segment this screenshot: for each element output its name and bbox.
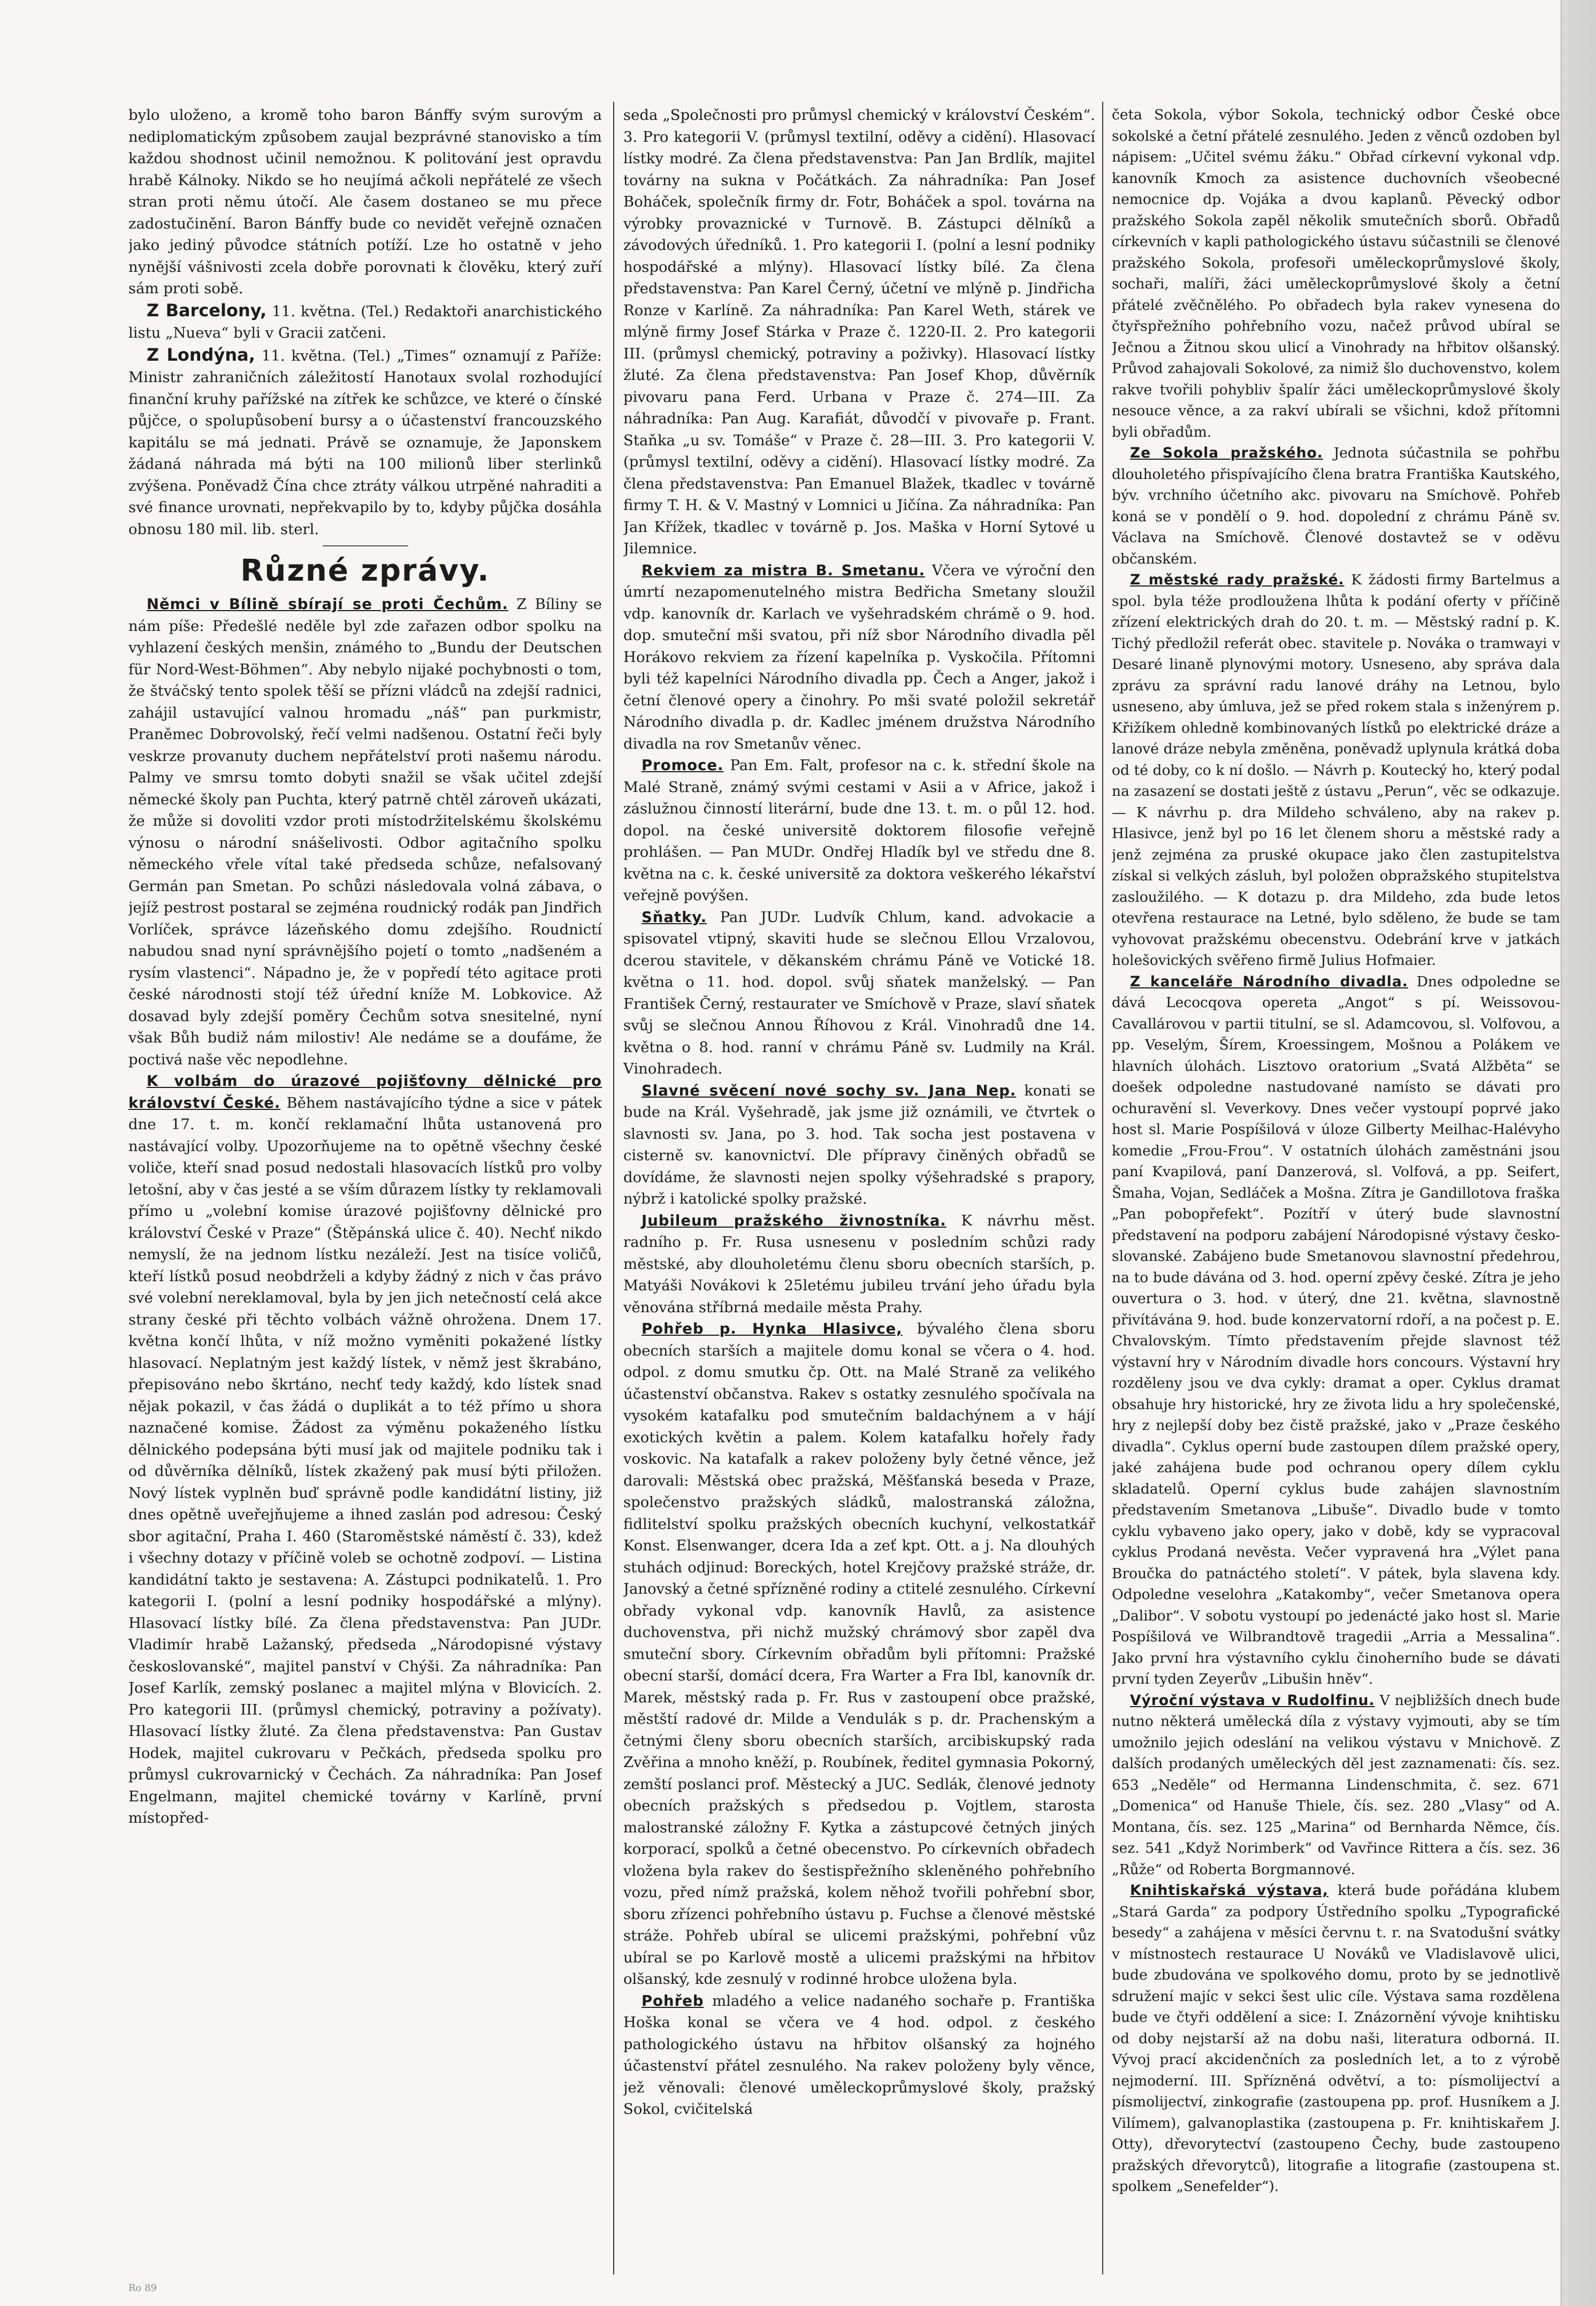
column-2	[623, 104, 1095, 2274]
section-title: Různé zprávy.	[240, 553, 490, 588]
article-continuation: bylo uloženo, a kromě toho baron Bánffy svým surovým a nediplomatickým způsobem zaujal bezprávné stanovisko a tím každou shodnost učinil nemožnou. K politování jest opravdu hrabě Kálnoky. Nikdo se ho neujímá ačkoli nepřátelé ze všech stran proti němu útočí. Ale časem dostaneo se mu přece zadostučinění. Baron Bánffy bude co nevidět veřejně označen jako jediný původce státních potíží. Lze ho ostatně v jeho nynější vášnivosti zcela dobře porovnati k člověku, který zuří sám proti sobě.	[128, 106, 602, 297]
headline-kancelar: Z kanceláře Národního divadla.	[1130, 973, 1408, 990]
column-divider	[1102, 102, 1103, 2274]
article-kancelar	[1112, 971, 1560, 1690]
article-socha	[623, 1080, 1095, 1210]
headline-vystava: Výroční výstava v Rudolfinu.	[1130, 1692, 1375, 1709]
news-barcelona-text: 11. května. (Tel.) Redaktoři anarchistického listu „Nueva“ byli v Gracii zatčeni.	[128, 302, 602, 341]
text-socha: konati se bude na Král. Vyšehradě, jak jsme již oznámili, ve čtvrtek o slavnosti sv. Jana, po 3. hod. Tak socha jest postavena v cisterně sv. kanovnictví. Dle přípravy činěných obřadů se dovídáme, že slavnosti nejen spolky výšehradské s prapory, nýbrž i katolické spolky pražské.	[623, 1082, 1095, 1207]
column-1	[128, 104, 602, 2274]
headline-promoce: Promoce.	[642, 757, 724, 774]
news-london	[128, 344, 602, 541]
article-snatky	[623, 907, 1095, 1080]
text-pohreb-hoska: mladého a velice nadaného sochaře p. Františka Hoška konal se včera ve 4 hod. odpol. z českého pathologického ústavu na hřbitov olšanský za hojného účastenství přátel zesnulého. Na rakev položeny byly věnce, jež věnovali: členové uměleckoprůmyslové školy, pražský Sokol, cvičitelská	[623, 1992, 1095, 2118]
headline-rada: Z městské rady pražské.	[1130, 572, 1345, 588]
article-jubileum	[623, 1210, 1095, 1319]
text-kancelar: Dnes odpoledne se dává Lecocqova opereta „Angot“ s pí. Weissovou-Cavallárovou v partii titulní, se sl. Adamcovou, sl. Volfovou, a pp. Veselým, Šírem, Kroessingem, Mošnou a Polákem ve hlavních úlohách. Lisztovo oratorium „Svatá Alžběta“ se doešek odpoledne nastudované namísto se dávati pro ochuravění sl. Veverkovy. Dnes večer vystoupí poprvé jako host sl. Marie Pospíšilová v úloze Gilberty Meilhac-Halévyho komedie „Frou-Frou“. V ostatních úlohách zaměstnáni jsou paní Kvapilová, paní Danzerová, sl. Volfová, a pp. Seifert, Šmaha, Vojan, Sedláček a Mošna. Zítra je Gandillotova fraška „Pan pobopřefekt“. Pozítří v úterý bude slavnostní představení na podporu zabájení Národopisné výstavy česko-slovanské. Zabájeno bude Smetanovou slavnostní předehrou, na to bude dávána od 3. hod. operní zpěvy české. Zítra je jeho ouvertura o 3. hod. v úterý, dne 21. května, slavnostně přivítávána 9. hod. bude konzervatorní rdoří, a na počest p. E. Chvalovským. Tímto představením přejde slavnost též výstavní hry v Národním divadle hors concours. Výstavní hry rozděleny jsou ve dva cykly: dramat a oper. Cyklus dramat obsahuje hry historické, hry ze života lidu a hry společenské, hry z nejlepší doby bez čistě pražské, jako v „Praze českého divadla“. Cyklus operní bude zastoupen dílem pražské opery, jaké zahájena bude pod ochranou opery dílem cyklu skladatelů. Operní cyklus bude zahájen slavnostním představením Smetanova „Libuše“. Divadlo bude v tomto cyklu vybaveno jako opery, jako v době, kdy se vypracoval cyklus Prodaná nevěsta. Večer vypravená hra „Výlet pana Broučka do patnáctého století“. V pátek, byla slavena kdy. Odpoledne veselohra „Katakomby“, večer Smetanova opera „Dalibor“. V sobotu vystoupí po jedenácté jako host sl. Marie Pospíšilová ve Wilbrandtově tragedii „Arria a Messalina“. Jako první hra výstavního cyklu činoherního bude se dávati první tyden Zeyerův „Libušin hněv“.	[1112, 973, 1560, 1687]
article-knihtisk	[1112, 1880, 1560, 2197]
news-barcelona	[128, 300, 602, 344]
text-snatky: Pan JUDr. Ludvík Chlum, kand. advokacie a spisovatel vtipný, skaviti hude se slečnou Ellou Vrzalovou, dcerou stavitele, v děkanském chrámu Páně ve Votické 18. května o 11. hod. dopol. svůj sňatek manželský. — Pan František Černý, restaurater ve Smíchově v Praze, slaví sňatek svůj se slečnou Annou Říhovou z Král. Vinohradů dne 14. května o 8. hod. ranní v chrámu Páně sv. Ludmily na Král. Vinohradech.	[623, 908, 1095, 1077]
article-promoce	[623, 755, 1095, 907]
headline-sokol: Ze Sokola pražského.	[1130, 445, 1323, 461]
column-3	[1112, 104, 1560, 2274]
article-vystava	[1112, 1690, 1560, 1881]
text-pohreb-hlasivce: bývalého člena sboru obecních starších a majitele domu konal se včera o 4. hod. odpol. z domu smutku čp. Ott. na Malé Straně za velikého účastenství občanstva. Rakev s ostatky zesnulého spočívala na vysokém katafalku pod smutečním baldachýnem a v hájí exotických květin a palem. Kolem katafalku hořely řady voskovic. Na katafalk a rakev položeny byly četné věnce, jež darovali: Městská obec pražská, Měšťanská beseda v Praze, společenstvo pražských sládků, malostranská záložna, fidlitelství spolku pražských obecních kuchyní, velkostatkář Konst. Elsenwanger, dcera Ida a zeť kpt. Ott. a j. Na dlouhých stuhách odjinud: Boreckých, hotel Krejčovy pražské stráže, dr. Janovský a četné spřízněné rodiny a ctitelé zesnulého. Církevní obřady vykonal vdp. kanovník Havlů, za asistence duchovenstva, při nichž mužský chrámový sbor zapěl dva smuteční sbory. Církevním obřadům byli přítomni: Pražské obecní starší, domácí dcera, Fra Warter a Fra Ibl, kanovník dr. Marek, městský rada p. Fr. Rus v zastoupení obce pražské, městští radové dr. Milde a Vendulák s p. dr. Prachenským a četnými členy sboru obecních starších, arcibiskupský rada Zvěřina a mnoho kněží, p. Roubínek, ředitel gymnasia Pokorný, zemští poslanci prof. Městecký a JUC. Sedlák, členové jednoty obecních pražských s předsedou p. Vojtlem, starosta malostranské záložny F. Kytka a zástupcové četných jiných korporací, spolků a četné obecenstvo. Po církevních obřadech vložena byla rakev do šestispřežního skleněného pohřebního vozu, před nímž pražská, kolem něhož tvořili pohřební sbor, sboru zřízenci pohřebního ústavu p. Fuchse a členové městské stráže. Pohřeb ubíral se ulicemi pražskými, pohřební vůz ubíral se po Karlově mostě a ulicemi pražskými na hřbitov olšanský, kde zesnulý v rodinné hrobce uložena byla.	[623, 1320, 1095, 1988]
article-rada	[1112, 569, 1560, 971]
headline-snatky: Sňatky.	[642, 908, 707, 926]
headline-volby: K volbám do úrazové pojišťovny dělnické pro království České.	[128, 1072, 602, 1112]
text-bilina: Z Bíliny se nám píše: Předešlé neděle byl zde zařazen odbor spolku na vyhlazení českých menšin, známého to „Bundu der Deutschen für Nord-West-Böhmen“. Aby nebylo nijaké pochybnosti o tom, že štváčský tento spolek těší se přízni vládců na zdejší radnici, zahájil ustavující valnou hromadu „náš“ pan purkmistr, Praněmec Dobrovolský, řečí velmi nadšenou. Ostatní řeči byly veskrze provanuty duchem nepřátelství proti našemu národu. Palmy ve smrsu tomto dobyti snažil se však učitel zdejší německé školy pan Puchta, který patrně chtěl zároveň ukázati, že může si dovoliti vzdor proti místodržitelskému školskému výnosu o národní snášelivosti. Odbor agitačního spolku německého vřele vítal také předseda schůze, nefalsovaný Germán pan Smetan. Po schůzi následovala volná zábava, o jejíž pestrost postaral se zejména roudnický rodák pan Jindřich Vorlíček, správce lázeňského domu zdejšího. Roudnictí nabudou snad nyní správnějšího pojetí o tomto „nadšeném a rysím vlastenci“. Nápadno je, že v popředí této agitace proti české národnosti stojí též úřední kníže M. Lobkovice. Až dosavad byly zdejší poměry Čechům sotva snesitelné, nyní však Bůh budiž nám milostiv! Ale nedáme se a doufáme, že poctivá naše věc nepodlehne.	[128, 596, 602, 1068]
headline-rekviem: Rekviem za mistra B. Smetanu.	[642, 561, 926, 579]
article-continuation: četa Sokola, výbor Sokola, technický odbor České obce sokolské a četní přátelé zesnulého. Jeden z věnců ozdoben byl nápisem: „Učitel svému žáku.“ Obřad církevní vykonal vdp. kanovník Kmoch za asistence duchovních všeobecné nemocnice dp. Vojáka a dvou kaplanů. Pěvecký odbor pražského Sokola zapěl několik smutečních sborů. Obřadů církevních v kapli pathologického ústavu súčastnili se členové pražského Sokola, profesoři uměleckoprůmyslové školy, sochaři, malíři, žáci uměleckoprůmyslové školy a četní přátelé zvěčnělého. Po obřadech byla rakev vynesena do čtyřspřežního pohřebního vozu, načež průvod ubíral se Ječnou a Žitnou skou ulicí a Vinohrady na hřbitov olšanský. Průvod zahajovali Sokolové, za nimiž šlo duchovenstvo, kolem rakve tvořili pohybliv špalír žáci uměleckoprůmyslové školy nesouce věnce, a za rakví ubírali se všichni, kdož přítomni byli obřadům.	[1112, 106, 1560, 440]
text-rada: K žádosti firmy Bartelmus a spol. byla téže prodloužena lhůta k podání oferty v příčině zřízení elektrických drah do 20. t. m. — Městský radní p. K. Tichý předložil referát obec. stavitele p. Nováka o tramwayi v Desaré linaně plynovými motory. Usneseno, aby správa dala zprávu za správní radu lanové dráhy na Letnou, bylo usneseno, aby úmluva, jež se před rokem stala s inženýrem p. Křižíkem ohledně kombinovaných lístků po elektrické dráze a lanové dráze nebyla změněna, poněvadž uplynula krátká doba od té doby, co k ní došlo. — Návrh p. Koutecký ho, který podal na zasazení se dostati ještě z ústavu „Perun“, věc se odkazuje. — K návrhu p. dra Mildeho schváleno, aby na rakev p. Hlasivce, jenž byl po 16 let členem shoru a městské rady a jenž zejména za pruské okupace jako člen zastupitelstva získal si velkých zásluh, byl položen obpražského stupitelstva zasloužilého. — K dotazu p. dra Mildeho, zda bude letos otevřena restaurace na Letné, bylo sděleno, že bude se tam vyhovovat pražskému obecenstvu. Odebrání krve v jatkách holešovických svěřeno firmě Julius Hofmaier.	[1112, 572, 1560, 969]
separator-line	[323, 545, 408, 546]
article-continuation: seda „Společnosti pro průmysl chemický v království Českém“. 3. Pro kategorii V. (průmysl textilní, oděvy a cidění). Hlasovací lístky modré. Za člena představenstva: Pan Jan Brdlík, majitel továrny na sukna v Počátkách. Za náhradníka: Pan Josef Boháček, společník firmy dr. Fotr, Boháček a spol. továrna na výrobky provaznické v Turnově. B. Zástupci dělníků a závodových úředníků. 1. Pro kategorii I. (polní a lesní podniky hospodářské a mlýny). Hlasovací lístky bílé. Za člena představenstva: Pan Karel Černý, účetní ve mlýně p. Jindřicha Ronze v Karlíně. Za náhradníka: Pan Karel Weth, stárek ve mlýně firmy Josef Stárka v Praze č. 1220-II. 2. Pro kategorii III. (průmysl chemický, potraviny a poživky). Hlasovací lístky žluté. Za člena představenstva: Pan Josef Khop, důvěrník pivovaru pana Ferd. Urbana v Praze č. 274—III. Za náhradníka: Pan Aug. Karafiát, důvodčí v pivovaře p. Frant. Staňka „u sv. Tomáše“ v Praze č. 28—III. 3. Pro kategorii V. (průmysl textilní, oděvy a cidění). Hlasovací lístky modré. Za člena představenstva: Pan Emanuel Blažek, tkadlec v továrně firmy T. H. & V. Mastný v Lomnici u Jičína. Za náhradníka: Pan Jan Křížek, tkadlec v továrně p. Jos. Maška v Horní Sytové u Jilemnice.	[623, 106, 1095, 557]
text-rekviem: Včera ve výroční den úmrtí nezapomenutelného mistra Bedřicha Smetany sloužil vdp. kanovník dr. Karlach ve vyšehradském chrámě o 9. hod. dop. smuteční mši svatou, při níž sbor Národního divadla pěl Horákovo rekviem za řízení kapelníka p. Vyskočila. Přítomni byli též kapelníci Národního divadla pp. Čech a Anger, jakož i četní členové opery a činohry. Po mši svaté položil sekretář Národního divadla p. dr. Kadlec jménem družstva Národního divadla na rov Smetanův věnec.	[623, 561, 1095, 752]
page-footer-mark: Ro 89	[128, 2282, 157, 2294]
page-edge-scan-shadow	[1561, 0, 1596, 2306]
article-bilina	[128, 593, 602, 1070]
headline-pohreb-hoska: Pohřeb	[642, 1992, 704, 2010]
news-london-text: 11. května. (Tel.) „Times“ oznamují z Paříže: Ministr zahraničních záležitostí Hanotaux svolal rozhodující finanční kruhy pařížské na zítřek ke schůzce, ve které o čínské půjčce, o spolupůsobení bursy a o účastenství francouzského kapitálu se má jednati. Právě se oznamuje, že Japonskem žádaná náhrada má býti na 100 milionů liber sterlinků zvýšena. Poněvadž Čína chce ztráty válkou utrpěné nahraditi a své finance urovnati, nepřekvapilo by to, kdyby půjčka dosáhla obnosu 180 mil. lib. sterl.	[128, 347, 602, 538]
dateline-london: Z Londýna,	[147, 344, 255, 365]
text-knihtisk: která bude pořádána klubem „Stará Garda“ za podpory Ústředního spolku „Typografické besedy“ a zahájena v měsíci červnu t. r. na Svatodušní svátky v místnostech restaurace U Nováků ve Vladislavově ulici, bude zbudována ve spolkového domu, proto by se jednotlivě sdružení majíc v sekci šest ulic cíle. Výstava sama rozdělena bude ve čtyři oddělení a sice: I. Znázornění vývoje knihtisku od doby nejstarší až na dobu naši, literatura odborná. II. Vývoj prací akcidenčních za posledních let, a to z výrobě nejmoderní. III. Spřízněná odvětví, a to: písmolijectví a písmolijectví, zinkografie (zastoupena pp. prof. Husníkem a J. Vilímem), galvanoplastika (zastoupena p. Fr. knihtiskařem J. Otty), dřevorytectví (zastoupeno Čechy, bude zastoupeno pražských dřevorytců), litografie a litografie (zastoupena st. spolkem „Senefelder“).	[1112, 1882, 1560, 2195]
text-volby: Během nastávajícího týdne a sice v pátek dne 17. t. m. končí reklamační lhůta ustanovená pro nastávající volby. Upozorňujeme na to opětně všechny české voliče, kteří snad posud nedostali hlasovacích lístků pro volby letošní, aby v čas jesté a se vším důrazem lístky ty reklamovali přímo u „volební komise úrazové pojišťovny dělnické pro království České v Praze“ (Štěpánská ulice č. 40). Nechť nikdo nemyslí, že na jednom lístku nezáleží. Jest na tisíce voličů, kteří lístků posud neobdrželi a kdyby žádný z nich v čas právo své volební nereklamoval, byla by jen jich netečností celá akce strany české při těchto volbách vážně ohrožena. Dnem 17. května končí lhůta, v níž možno vyměniti pokažené lístky hlasovací. Neplatným jest každý lístek, v němž jest škrabáno, přepisováno nebo škrtáno, nechť tedy každý, kdo lístek snad nějak pokazil, v čas žádá o duplikát a to též přímo u shora naznačené komise. Žádost za výměnu pokaženého lístku dělnického podepsána býti musí jak od majitele podniku tak i od důvěrníka dělníků, lístek zkažený pak musí býti přiložen. Nový lístek vyplněn buď správně podle kandidátní listiny, již dnes opětně uveřejňujeme a ihned zaslán pod adresou: Český sbor agitační, Praha I. 460 (Staroměstské náměstí č. 33), kdež i všechny dotazy v příčině voleb se ochotně zodpoví. — Listina kandidátní takto je sestavena: A. Zástupci podnikatelů. 1. Pro kategorii I. (polní a lesní podniky hospodářské a mlýny). Hlasovací lístky bílé. Za člena představenstva: Pan JUDr. Vladimír hrabě Lažanský, předseda „Národopisné výstavy českoslovanské“, majitel panství v Chýši. Za náhradníka: Pan Josef Karlík, zemský poslanec a majitel mlýna v Blovicích. 2. Pro kategorii III. (průmysl chemický, potraviny a požívaty). Hlasovací lístky žluté. Za člena představenstva: Pan Gustav Hodek, majitel cukrovaru v Pečkách, předseda spolku pro průmysl cukrovarnický v Čechách. Za náhradníka: Pan Josef Engelmann, majitel chemické továrny v Karlíně, první místopřed-	[128, 1094, 602, 1826]
article-pohreb-hoska	[623, 1990, 1095, 2120]
text-promoce: Pan Em. Falt, profesor na c. k. střední škole na Malé Straně, známý svými cestami v Asii a v Africe, jakož i záslužnou činností literární, bude dne 13. t. m. o půl 12. hod. dopol. na české universitě doktorem filosofie veřejně prohlášen. — Pan MUDr. Ondřej Hladík byl ve středu dne 8. května na c. k. české universitě za doktora veškerého lékařství veřejně povýšen.	[623, 757, 1095, 904]
article-sokol	[1112, 443, 1560, 569]
article-pohreb-hlasivce	[623, 1318, 1095, 1990]
column-divider	[613, 102, 614, 2274]
article-rekviem	[623, 560, 1095, 755]
headline-bilina: Němci v Bílině sbírají se proti Čechům.	[147, 596, 509, 613]
text-vystava: V nejbližších dnech bude nutno některá umělecká díla z výstavy vyjmouti, aby se tím umožnilo jejich odeslání na velikou výstavu v Mnichově. Z dalších prodaných uměleckých děl jest zaznamenati: čís. sez. 653 „Neděle“ od Hermanna Lindenschmita, č. sez. 671 „Domenica“ od Hanuše Thiele, čís. sez. 280 „Vlasy“ od A. Montana, čís. sez. 125 „Marina“ od Bernharda Němce, čís. sez. 541 „Když Norimberk“ od Vavřince Rittera a čís. sez. 36 „Růže“ od Roberta Borgmannové.	[1112, 1692, 1560, 1878]
headline-knihtisk: Knihtiskařská výstava,	[1130, 1882, 1328, 1899]
text-jubileum: K návrhu měst. radního p. Fr. Rusa usnesenu v posledním schůzi rady městské, aby dlouholetému členu sboru obecních starších, p. Matyáši Novákovi k 25letému jubileu trvání jeho úřadu byla věnována stříbrná medaile města Prahy.	[623, 1212, 1095, 1316]
text-sokol: Jednota súčastnila se pohřbu dlouholetého přispívajícího člena bratra Františka Kautského, býv. vrchního účetního akc. pivovaru na Smíchově. Pohřeb koná se v pondělí o 9. hod. dopolední z chrámu Páně sv. Václava na Smíchově. Členové dostavtež se v oděvu občanském.	[1112, 445, 1560, 567]
headline-pohreb-hlasivce: Pohřeb p. Hynka Hlasivce,	[642, 1320, 903, 1337]
headline-jubileum: Jubileum pražského živnostníka.	[642, 1212, 946, 1229]
dateline-barcelona: Z Barcelony,	[147, 300, 267, 321]
headline-socha: Slavné svěcení nové sochy sv. Jana Nep.	[642, 1082, 1017, 1099]
article-volby	[128, 1070, 602, 1829]
